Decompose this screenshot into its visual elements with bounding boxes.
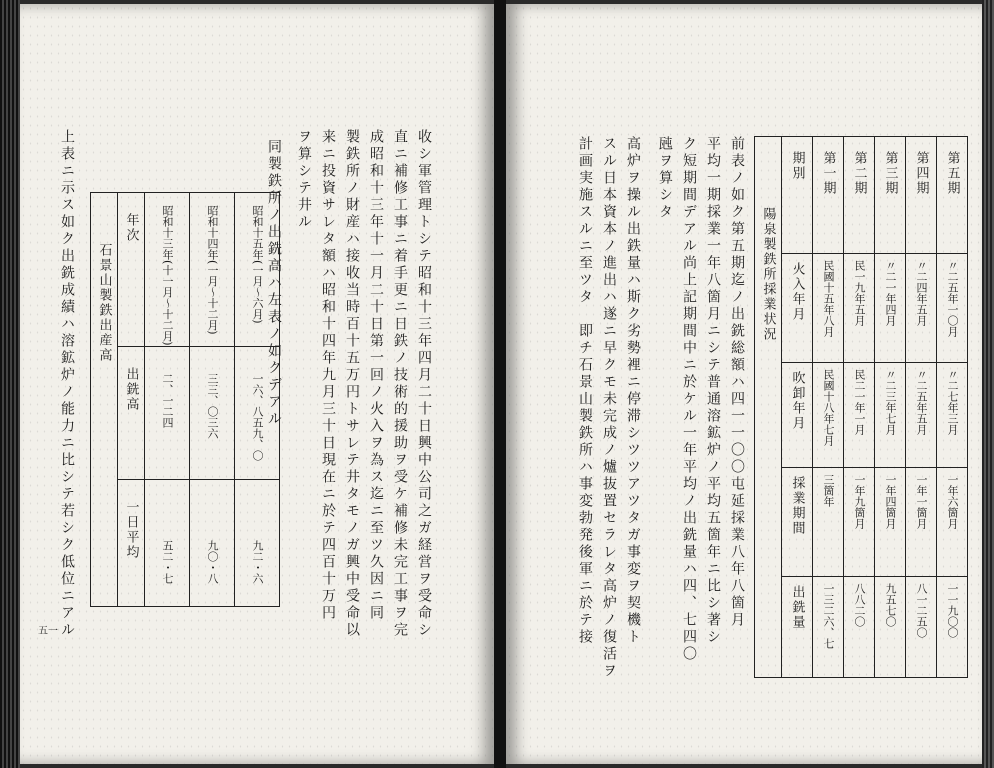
right-row1-start: 民國十五年八月 [822,260,835,337]
left-header-year-cell [118,193,145,347]
right-para2-line3: 計画実施スルニ至ツタ 即チ石景山製鉄所ハ事変勃発後軍ニ於テ接 [577,136,593,646]
right-header-duration: 採業期間 [789,476,805,536]
left-row2-avg: 九〇・八 [206,539,219,584]
right-table-title: 陽泉製鉄所採業状況 [760,207,776,342]
left-para1-line2: 直ニ補修工事ニ着手更ニ日鉄ノ技術的援助ヲ受ケ補修未完工事ヲ完 [392,129,408,639]
right-row3-output-cell [875,577,906,678]
right-header-end-cell [782,363,813,468]
left-header-year: 年次 [123,213,139,243]
right-para1-line4: 瓲ヲ算シタ [657,136,673,221]
right-page [506,4,982,764]
right-row4-end-cell [906,363,937,468]
right-header-end: 吹卸年月 [789,371,805,431]
left-row2-year: 昭和十四年(一月〜十二月) [206,205,219,335]
right-header-output-cell [782,577,813,678]
left-para1-line6: ヲ算シテ井ル [296,129,312,231]
right-row5-output-cell [937,577,968,678]
left-row3-year-cell [235,193,280,347]
right-row4-start: 〃二四年五月 [915,260,928,326]
left-row3-avg: 九二・六 [251,539,264,584]
right-header-start-cell [782,254,813,363]
right-para2-line1: 高炉ヲ操ル出鉄量ハ斯ク劣勢裡ニ停滞シツツアツタガ事変ヲ契機ト [625,136,641,646]
right-row5-start-cell [937,254,968,363]
page-number: 五一 [38,626,58,637]
right-row5-end-cell [937,363,968,468]
left-output-table [90,192,280,607]
right-row1-start-cell [813,254,844,363]
left-para2: 同製鉄所ノ出銑高ハ左表ノ如クデアル [266,139,282,428]
right-row1-duration: 三箇年 [822,474,835,507]
right-row1-output: 一三二六、七 [822,583,835,649]
book-gutter [494,0,506,768]
left-para1-line1: 收シ軍管理トシテ昭和十三年四月二十日興中公司之ガ経営ヲ受命シ [416,129,432,639]
left-book-edge [0,0,20,768]
right-row3-end-cell [875,363,906,468]
right-row2-period-cell [844,137,875,254]
left-row1-year-cell [145,193,190,347]
right-book-edge [982,0,994,768]
right-row1-end-cell [813,363,844,468]
left-row3-avg-cell [235,479,280,606]
right-row4-end: 〃二五年五月 [915,369,928,435]
right-row5-end: 〃二七年三月 [946,369,959,435]
left-table-title-cell [91,193,118,607]
left-row1-avg-cell [145,479,190,606]
right-row2-duration: 一年九箇月 [853,474,866,529]
right-row3-period: 第三期 [882,151,898,196]
right-row5-duration-cell [937,468,968,577]
right-para1-line2: 平均一期採業一年八箇月ニシテ普通溶鉱炉ノ平均五箇年ニ比シ著シ [705,136,721,646]
left-row1-year: 昭和十三年(十一月〜十二月) [161,205,174,346]
left-row3-output-cell [235,346,280,479]
right-para1-line1: 前表ノ如ク第五期迄ノ出銑総額ハ四一一〇〇屯延採業八年八箇月 [729,136,745,629]
left-page [20,4,494,764]
right-row4-period-cell [906,137,937,254]
right-row2-output-cell [844,577,875,678]
right-header-output: 出銑量 [789,585,805,630]
left-row1-output: 二、一二四 [161,372,174,428]
left-para1-line5: 来ニ投資サレタ額ハ昭和十四年九月三十日現在ニ於テ四百十万円 [320,129,336,622]
left-row2-year-cell [190,193,235,347]
right-row5-start: 〃二五年一〇月 [946,260,959,337]
right-row2-period: 第二期 [851,151,867,196]
right-row3-duration: 一年四箇月 [884,474,897,529]
right-row4-duration-cell [906,468,937,577]
right-row3-end: 〃二三年七月 [884,369,897,435]
left-row3-output: 一六、八五九、〇 [251,372,264,461]
right-row3-start: 〃二一年四月 [884,260,897,326]
left-header-avg-cell [118,479,145,606]
right-header-period-cell [782,137,813,254]
left-row3-year: 昭和十五年(一月〜六月) [251,205,264,324]
right-row4-period: 第四期 [913,151,929,196]
left-row2-output-cell [190,346,235,479]
right-row3-duration-cell [875,468,906,577]
left-para3: 上表ニ示ス如ク出銑成績ハ溶鉱炉ノ能力ニ比シテ若シク低位ニアル [59,129,75,639]
left-header-output: 出銑高 [123,366,139,412]
right-row3-output: 九五七〇 [884,583,897,627]
right-row1-period: 第一期 [820,151,836,196]
left-row1-avg: 五二・七 [161,539,174,584]
right-header-duration-cell [782,468,813,577]
right-row4-output: 八一二五〇 [915,583,928,638]
right-row2-end: 民二一年一月 [853,369,866,435]
right-row5-period-cell [937,137,968,254]
right-row3-start-cell [875,254,906,363]
right-row1-end: 民國十八年七月 [822,369,835,446]
right-row2-start: 民一九年五月 [853,260,866,326]
right-row1-duration-cell [813,468,844,577]
right-row1-period-cell [813,137,844,254]
right-header-period: 期別 [789,151,805,181]
right-operation-table [754,136,968,678]
left-row2-avg-cell [190,479,235,606]
right-row2-duration-cell [844,468,875,577]
right-row5-period: 第五期 [944,151,960,196]
left-row2-output: 三三、〇三六 [206,372,219,439]
right-row5-output: 一一九〇〇 [946,583,959,638]
left-header-avg: 一日平均 [123,499,139,560]
left-header-output-cell [118,346,145,479]
right-para1-line3: ク短期間デアル尚上記期間中ニ於ケル一年平均ノ出銑量ハ四、七四〇 [681,136,697,663]
right-row2-output: 八八二〇 [853,583,866,627]
left-table-title: 石景山製鉄出産高 [96,243,112,363]
right-header-start: 火入年月 [789,262,805,322]
right-table-title-cell [755,137,782,678]
left-row1-output-cell [145,346,190,479]
right-row5-duration: 一年六箇月 [946,474,959,529]
left-para1-line4: 製鉄所ノ財産ハ接收当時百十五万円トサレテ井タモノガ興中受命以 [344,129,360,639]
left-para1-line3: 成昭和十三年十一月二十日第一回ノ火入ヲ為ス迄ニ至ツ久因ニ同 [368,129,384,622]
right-row4-start-cell [906,254,937,363]
right-row1-output-cell [813,577,844,678]
right-row2-start-cell [844,254,875,363]
right-row4-duration: 一年一箇月 [915,474,928,529]
right-row4-output-cell [906,577,937,678]
right-row2-end-cell [844,363,875,468]
right-row3-period-cell [875,137,906,254]
right-para2-line2: スル日本資本ノ進出ハ遂ニ早クモ未完成ノ爐抜置セラレタ高炉ノ復活ヲ [601,136,617,680]
